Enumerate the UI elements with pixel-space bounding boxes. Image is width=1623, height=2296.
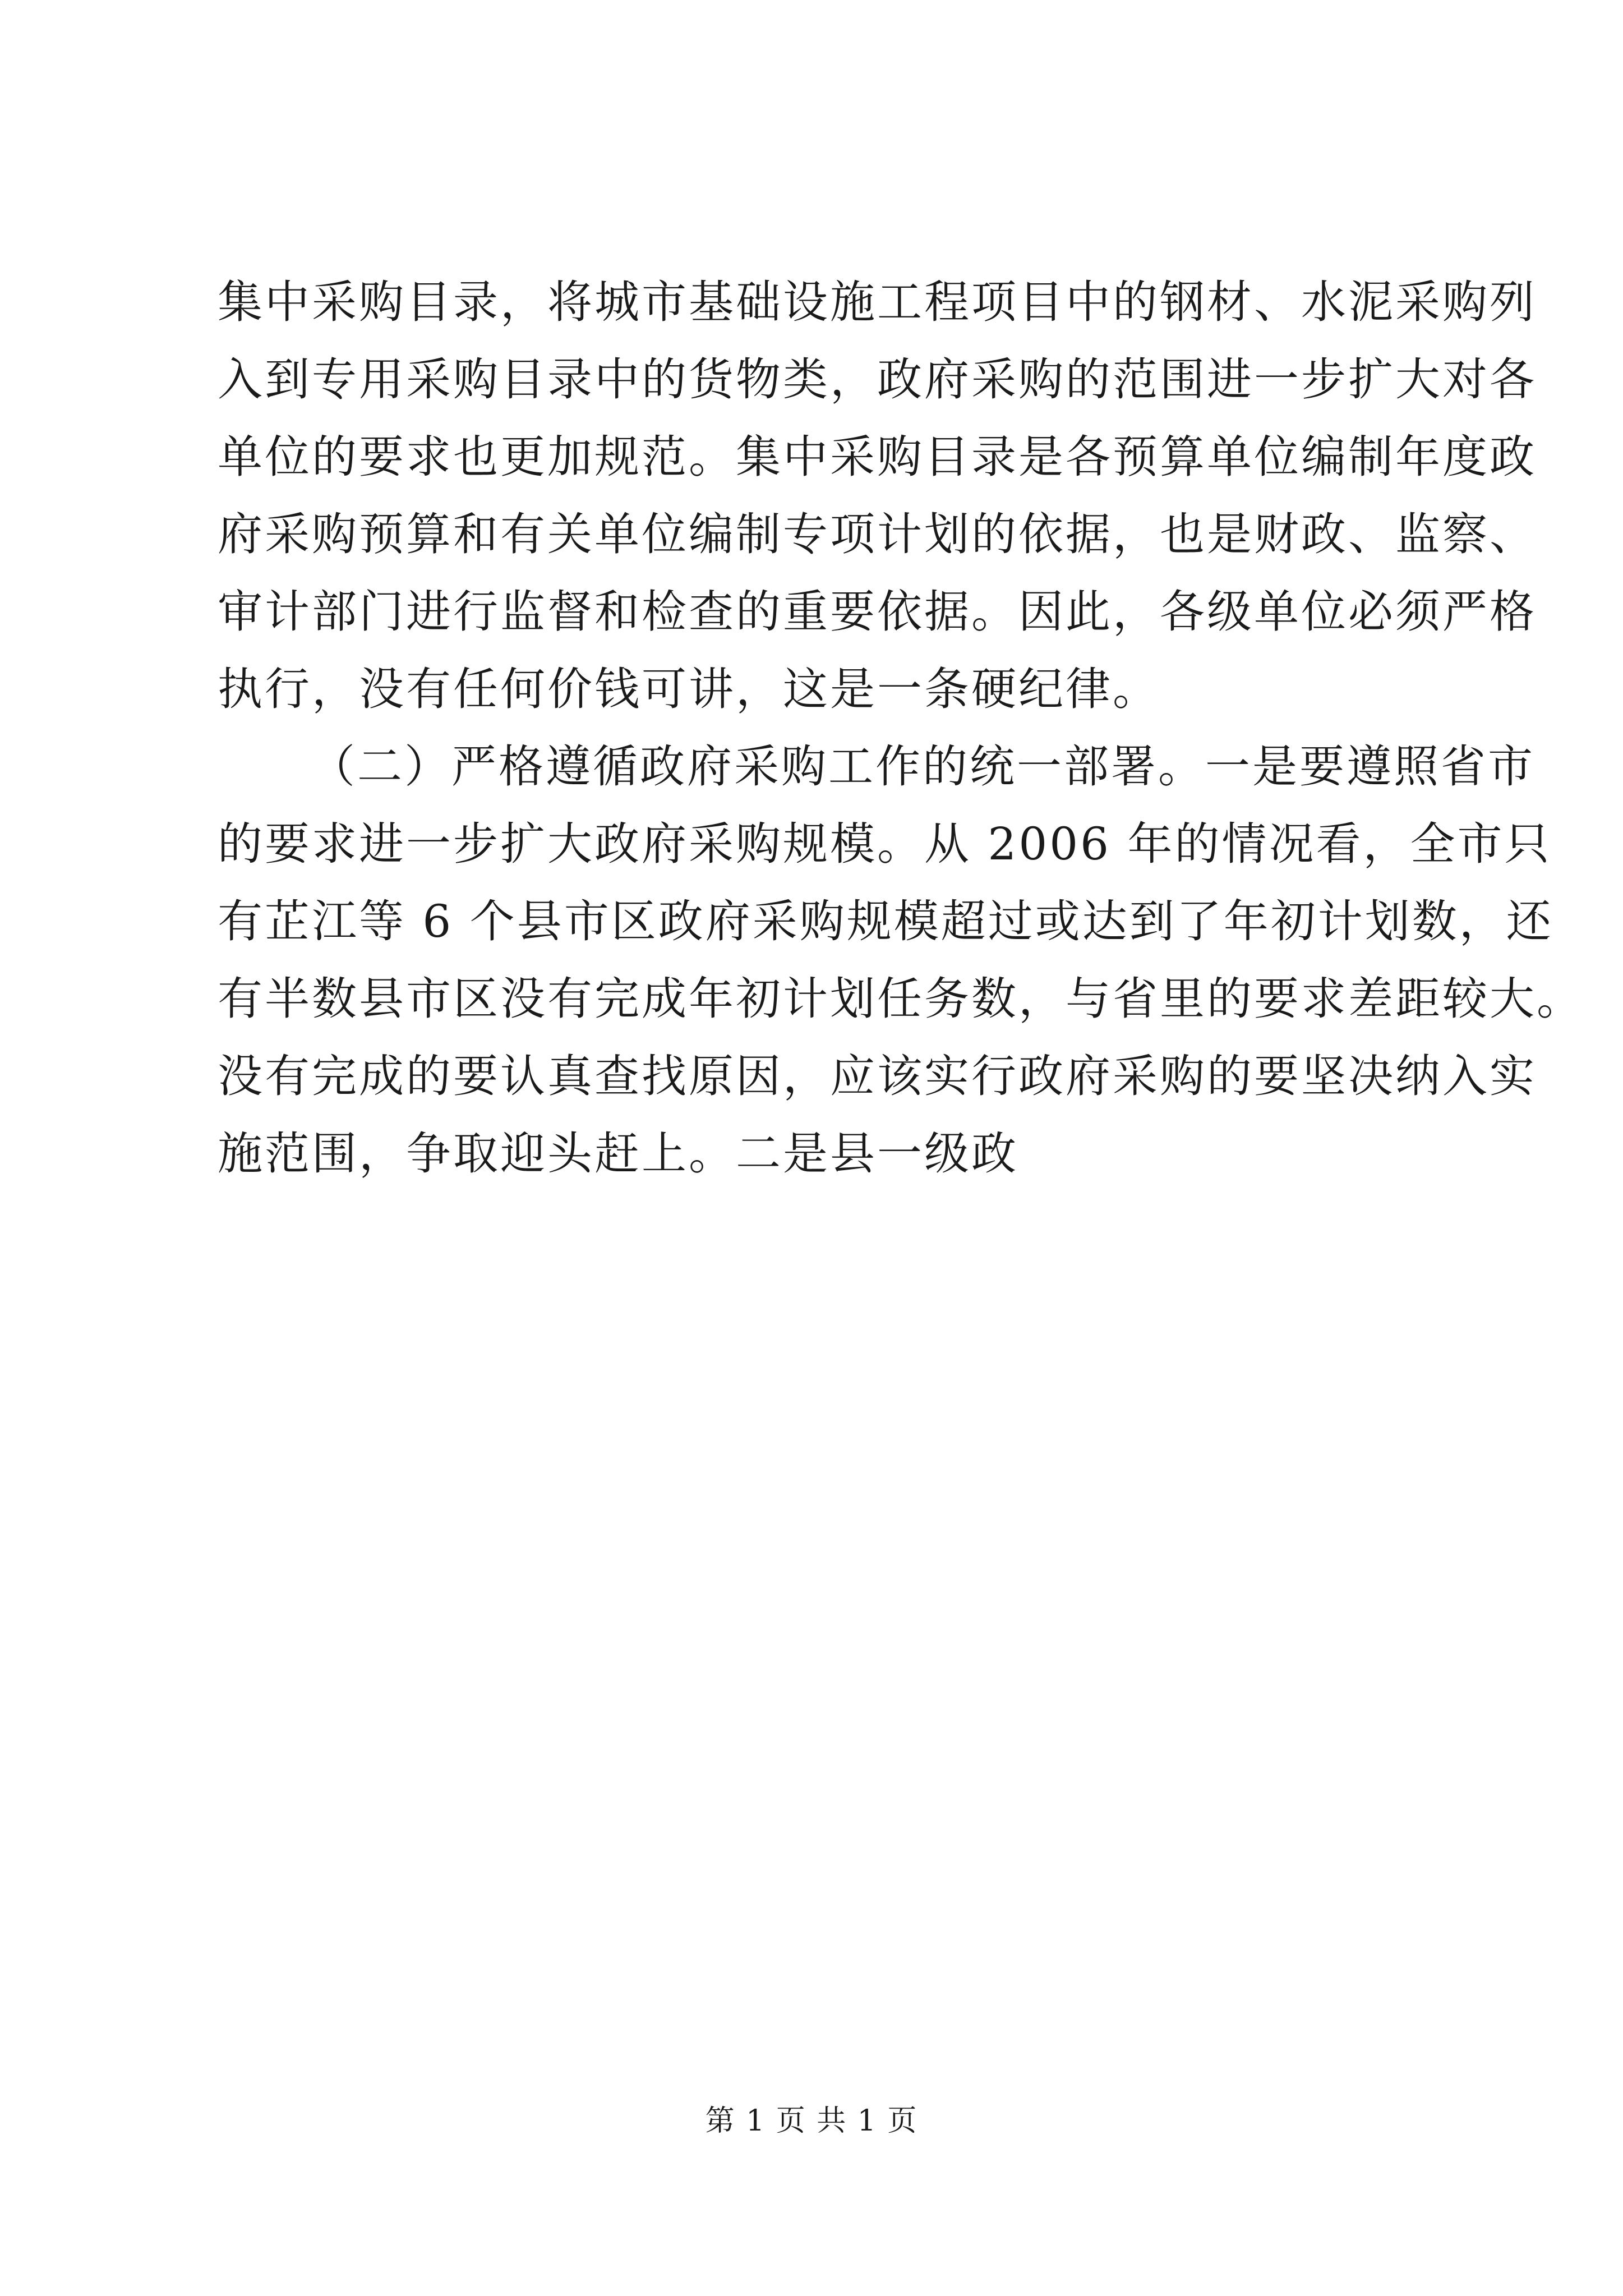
- text-line: 没有完成的要认真查找原因，应该实行政府采购的要坚决纳入实: [218, 1050, 1537, 1102]
- text-line: 有芷江等 6 个县市区政府采购规模超过或达到了年初计划数，还: [218, 895, 1553, 947]
- text-line: 集中采购目录，将城市基础设施工程项目中的钢材、水泥采购列: [218, 276, 1537, 328]
- page-footer: 第 1 页 共 1 页: [705, 2104, 918, 2138]
- text-line: 有半数县市区没有完成年初计划任务数，与省里的要求差距较大。: [218, 973, 1584, 1025]
- text-line: 单位的要求也更加规范。集中采购目录是各预算单位编制年度政: [218, 431, 1537, 483]
- section-heading-line: （二）严格遵循政府采购工作的统一部署。一是要遵照省市: [310, 740, 1535, 793]
- text-line: 入到专用采购目录中的货物类，政府采购的范围进一步扩大对各: [218, 353, 1537, 406]
- text-line: 执行，没有任何价钱可讲，这是一条硬纪律。: [218, 663, 1160, 715]
- text-line: 审计部门进行监督和检查的重要依据。因此，各级单位必须严格: [218, 586, 1537, 638]
- text-line: 施范围，争取迎头赶上。二是县一级政: [218, 1128, 1018, 1180]
- text-line: 的要求进一步扩大政府采购规模。从 2006 年的情况看，全市只: [218, 818, 1552, 870]
- text-line: 府采购预算和有关单位编制专项计划的依据，也是财政、监察、: [218, 508, 1537, 560]
- body-text: [218, 264, 1584, 1193]
